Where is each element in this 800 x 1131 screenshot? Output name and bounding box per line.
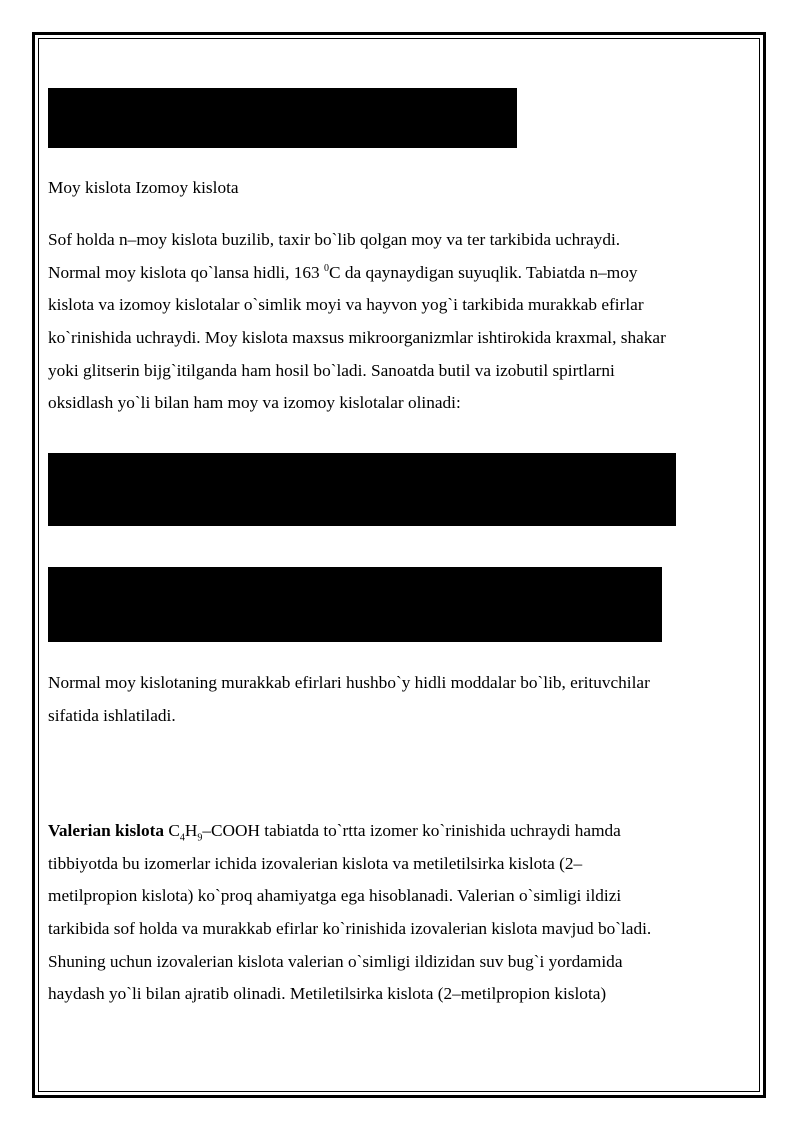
- redacted-title-block: [48, 88, 517, 148]
- paragraph-1-line-3: kislota va izomoy kislotalar o`simlik moyi va hayvon yog`i tarkibida murakkab efirlar: [48, 295, 644, 315]
- paragraph-2-line-2: sifatida ishlatiladi.: [48, 705, 176, 725]
- paragraph-1-line-1: Sof holda n–moy kislota buzilib, taxir bo`lib qolgan moy va ter tarkibida uchraydi.: [48, 230, 621, 249]
- paragraph-1-line-2-after: C da qaynaydigan suyuqlik. Tabiatda n–moy: [329, 262, 638, 282]
- redacted-equation-2: [48, 567, 662, 642]
- heading-line: [48, 172, 728, 205]
- paragraph-3-line-2: tibbiyotda bu izomerlar ichida izovalerian kislota va metiletilsirka kislota (2–: [48, 853, 583, 873]
- heading-text: Moy kislota Izomoy kislota: [48, 178, 239, 197]
- paragraph-2-line-1: Normal moy kislotaning murakkab efirlari hushbo`y hidli moddalar bo`lib, erituvchilar: [48, 673, 650, 692]
- paragraph-1-line-6: oksidlash yo`li bilan ham moy va izomoy kislotalar olinadi:: [48, 393, 461, 413]
- formula-c-subscript: 4: [179, 832, 185, 844]
- paragraph-3-line-1: [48, 815, 728, 848]
- paragraph-3-line-3: metilpropion kislota) ko`proq ahamiyatga ega hisoblanadi. Valerian o`simligi ildizi: [48, 886, 622, 906]
- redacted-equation-1: [48, 453, 676, 526]
- paragraph-1-line-2-before: Normal moy kislota qo`lansa hidli, 163: [48, 262, 324, 282]
- term-valerian-kislota: Valerian kislota: [48, 821, 165, 840]
- paragraph-3-line-6: haydash yo`li bilan ajratib olinadi. Metiletilsirka kislota (2–metilpropion kislota): [48, 984, 607, 1004]
- paragraph-2: [48, 667, 728, 732]
- paragraph-1: [48, 224, 728, 420]
- paragraph-3: [48, 815, 728, 1011]
- paragraph-1-line-2: [48, 257, 728, 290]
- paragraph-1-line-5: yoki glitserin bijg`itilganda ham hosil bo`ladi. Sanoatda butil va izobutil spirtlarni: [48, 360, 615, 380]
- formula-c: C: [164, 821, 180, 840]
- formula-h-subscript: 9: [197, 832, 203, 844]
- formula-h: H: [184, 821, 198, 840]
- paragraph-3-line-5: Shuning uchun izovalerian kislota valerian o`simligi ildizidan suv bug`i yordamida: [48, 951, 623, 971]
- paragraph-1-line-4: ko`rinishida uchraydi. Moy kislota maxsus mikroorganizmlar ishtirokida kraxmal, shakar: [48, 328, 666, 348]
- paragraph-3-line-4: tarkibida sof holda va murakkab efirlar ko`rinishida izovalerian kislota mavjud bo`ladi.: [48, 919, 652, 939]
- paragraph-3-line-1-rest: –COOH tabiatda to`rtta izomer ko`rinishida uchraydi hamda: [202, 821, 621, 840]
- degree-superscript: 0: [324, 262, 329, 274]
